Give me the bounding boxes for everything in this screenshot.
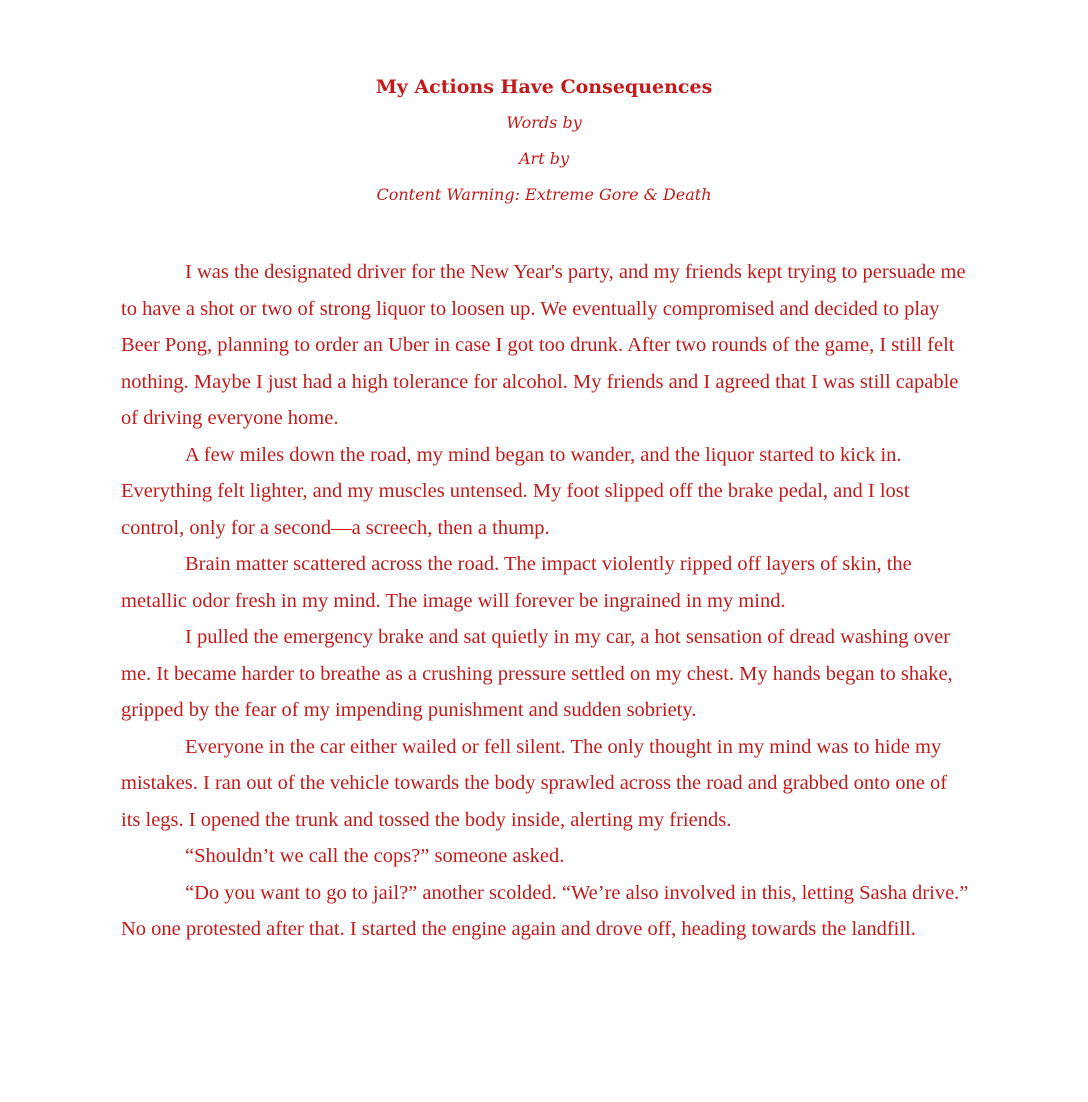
story-paragraph-3: Brain matter scattered across the road. The impact violently ripped off layers of skin, the metallic odor fresh in my mind. The image will forever be ingrained in my mind.	[121, 553, 912, 612]
story-title: My Actions Have Consequences	[375, 76, 713, 98]
content-warning: Content Warning: Extreme Gore & Death	[376, 185, 712, 204]
art-by-credit: Art by	[519, 149, 569, 168]
document-header	[0, 72, 1088, 216]
story-paragraph-5: Everyone in the car either wailed or fell silent. The only thought in my mind was to hide my mistakes. I ran out of the vehicle towards the body sprawled across the road and grabbed onto one of its legs. I opened the trunk and tossed the body inside, alerting my friends.	[121, 735, 948, 831]
story-paragraph-1: I was the designated driver for the New Year's party, and my friends kept trying to persuade me to have a shot or two of strong liquor to loosen up. We eventually compromised and decided to play Beer Pong, planning to order an Uber in case I got too drunk. After two rounds of the game, I still felt nothing. Maybe I just had a high tolerance for alcohol. My friends and I agreed that I was still capable of driving everyone home.	[121, 261, 966, 429]
story-paragraph-2: A few miles down the road, my mind began to wander, and the liquor started to kick in. Everything felt lighter, and my muscles untensed. My foot slipped off the brake pedal, and I lost control, only for a second—a screech, then a thump.	[121, 443, 910, 539]
story-paragraph-6: “Shouldn’t we call the cops?” someone asked.	[185, 845, 565, 867]
story-paragraph-4: I pulled the emergency brake and sat quietly in my car, a hot sensation of dread washing over me. It became harder to breathe as a crushing pressure settled on my chest. My hands began to shake, gripped by the fear of my impending punishment and sudden sobriety.	[121, 626, 953, 721]
words-by-credit: Words by	[506, 113, 582, 132]
story-paragraph-7: “Do you want to go to jail?” another scolded. “We’re also involved in this, letting Sasha drive.” No one protested after that. I started the engine again and drove off, heading towards the landfill.	[121, 881, 969, 940]
story-body	[121, 254, 971, 948]
